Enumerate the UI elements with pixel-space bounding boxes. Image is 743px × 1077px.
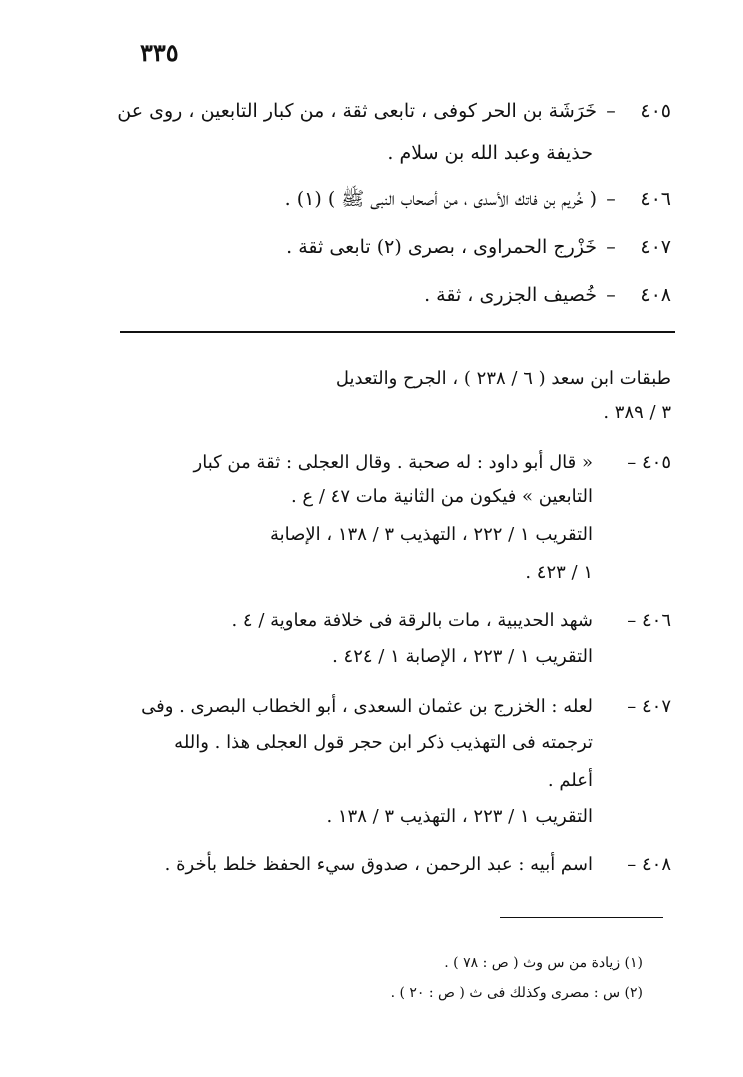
note-405-number (627, 446, 671, 480)
note-number: ٤٠٧ (641, 696, 671, 717)
section-divider (120, 331, 675, 333)
note-prev-line-1: طبقات ابن سعد ( ٦ / ٢٣٨ ) ، الجرح والتعديل (335, 368, 671, 389)
entry-405 (111, 90, 671, 132)
note-406-line-1: شهد الحديبية ، مات بالرقة فى خلافة معاوية / ٤ . (231, 610, 593, 631)
note-dash: – (627, 696, 637, 717)
footnote-1: (١) زيادة من س وث ( ص : ٧٨ ) . (444, 955, 643, 971)
entry-408 (111, 274, 671, 316)
page-number: ٣٣٥ (140, 38, 179, 67)
note-405-line-4: ١ / ٤٢٣ . (525, 562, 593, 583)
entry-dash: – (606, 284, 616, 306)
note-406-number (627, 604, 671, 638)
note-405-line-1: « قال أبو داود : له صحبة . وقال العجلى : ثقة من كبار (193, 452, 593, 473)
entry-number: ٤٠٥ (640, 100, 671, 122)
note-prev-line-2: ٣ / ٣٨٩ . (603, 402, 671, 423)
entry-405-continuation: حذيفة وعبد الله بن سلام . (387, 142, 593, 164)
note-408-number (627, 848, 671, 882)
entry-407 (111, 226, 671, 268)
entry-text: خَرَشَة بن الحر كوفى ، تابعى ثقة ، من كبار التابعين ، روى عن (117, 100, 597, 122)
note-dash: – (627, 854, 637, 875)
note-405-line-3: التقريب ١ / ٢٢٢ ، التهذيب ٣ / ١٣٨ ، الإصابة (269, 524, 593, 545)
entry-text: خُصيف الجزرى ، ثقة . (424, 284, 597, 306)
entry-dash: – (606, 188, 616, 210)
entry-406 (111, 178, 671, 220)
note-408-line-1: اسم أبيه : عبد الرحمن ، صدوق سيء الحفظ خلط بأخرة . (164, 854, 593, 875)
entry-text: خَزْرج الحمراوى ، بصرى (٢) تابعى ثقة . (286, 236, 597, 258)
note-406-line-2: التقريب ١ / ٢٢٣ ، الإصابة ١ / ٤٢٤ . (332, 646, 593, 667)
note-dash: – (627, 610, 637, 631)
entry-dash: – (606, 100, 616, 122)
entry-number: ٤٠٨ (640, 284, 671, 306)
note-407-line-3: أعلم . (547, 770, 593, 791)
note-407-line-2: ترجمته فى التهذيب ذكر ابن حجر قول العجلى هذا . والله (174, 732, 593, 753)
entry-text: ( خُريم بن فاتك الأسدى ، من أصحاب النبى ﷺ ) (١) . (284, 188, 597, 210)
entry-dash: – (606, 236, 616, 258)
footnote-2: (٢) س : مصرى وكذلك فى ث ( ص : ٢٠ ) . (390, 985, 643, 1001)
footnote-divider (500, 917, 663, 918)
note-number: ٤٠٦ (641, 610, 671, 631)
note-number: ٤٠٨ (641, 854, 671, 875)
note-407-line-1: لعله : الخزرج بن عثمان السعدى ، أبو الخطاب البصرى . وفى (141, 696, 593, 717)
note-407-number (627, 690, 671, 724)
note-number: ٤٠٥ (641, 452, 671, 473)
entry-number: ٤٠٧ (640, 236, 671, 258)
entry-number: ٤٠٦ (640, 188, 671, 210)
note-405-line-2: التابعين » فيكون من الثانية مات ٤٧ / ع . (290, 486, 593, 507)
note-407-line-4: التقريب ١ / ٢٢٣ ، التهذيب ٣ / ١٣٨ . (326, 806, 593, 827)
note-dash: – (627, 452, 637, 473)
